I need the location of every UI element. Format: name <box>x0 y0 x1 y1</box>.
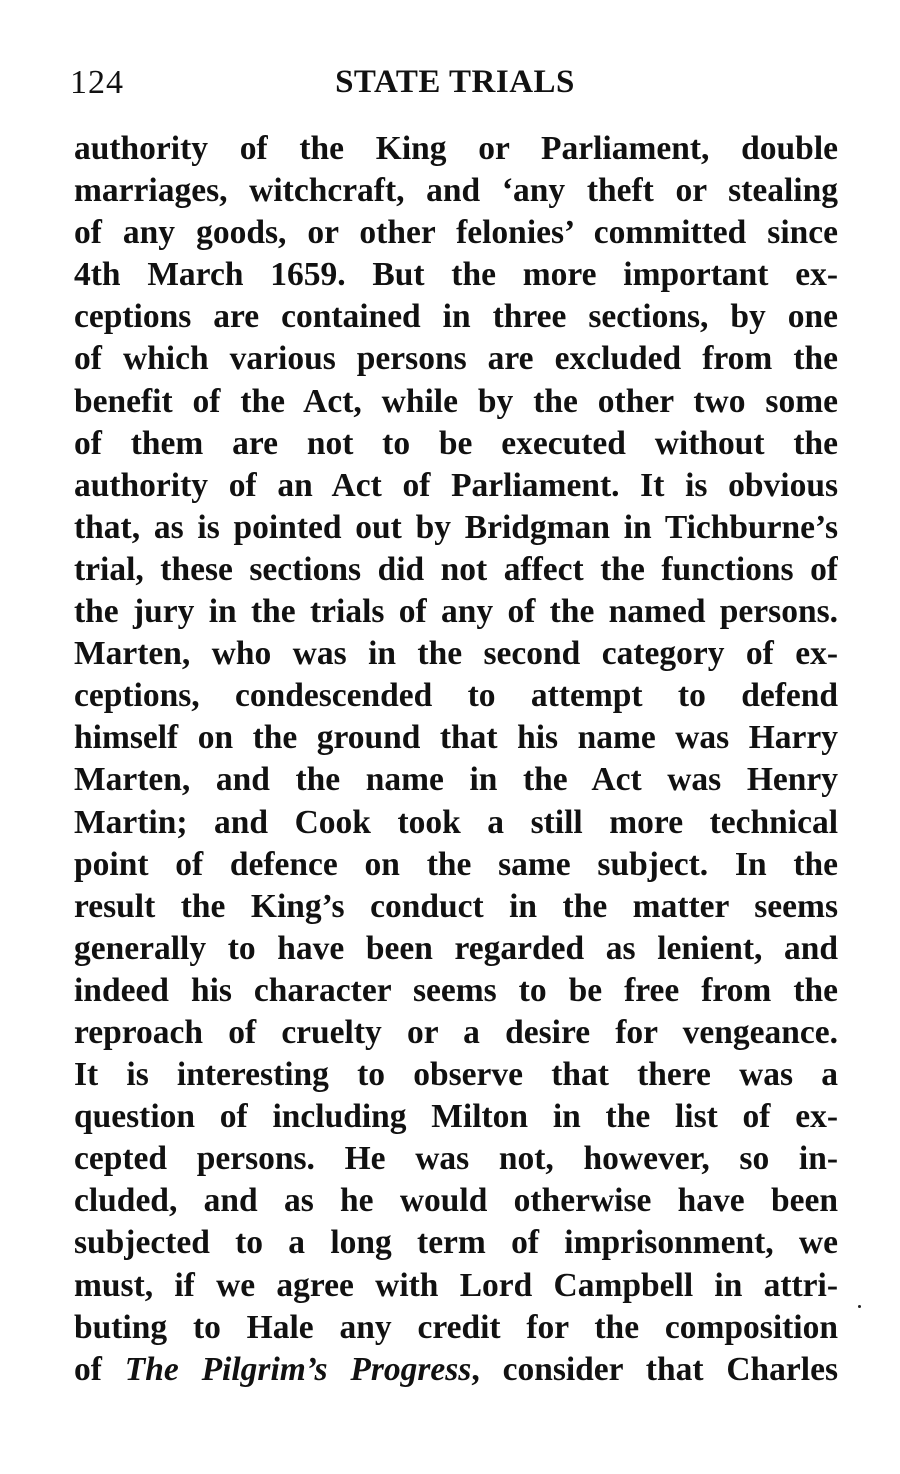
text-line: question of including Milton in the list of ex- <box>74 1098 838 1136</box>
text-line: trial, these sections did not affect the functions of <box>74 550 838 588</box>
running-title: STATE TRIALS <box>335 64 575 100</box>
text-line: buting to Hale any credit for the composition <box>74 1308 838 1346</box>
text-line: of any goods, or other felonies’ committed since <box>74 214 838 252</box>
text-line: reproach of cruelty or a desire for vengeance. <box>74 1013 838 1051</box>
text-line: the jury in the trials of any of the named persons. <box>74 593 838 631</box>
text-line: marriages, witchcraft, and ‘any theft or stealing <box>74 172 838 210</box>
page-number: 124 <box>70 64 124 101</box>
text-line: indeed his character seems to be free from the <box>74 971 838 1009</box>
text-line: Marten, who was in the second category of ex- <box>74 635 838 673</box>
text-line: Martin; and Cook took a still more technical <box>74 803 838 841</box>
body-text <box>74 128 838 1391</box>
running-head <box>70 64 840 114</box>
text-line: 4th March 1659. But the more important ex- <box>74 256 838 294</box>
last-line-prefix: of <box>74 1350 125 1388</box>
text-line: ceptions, condescended to attempt to defend <box>74 677 838 715</box>
text-line: cluded, and as he would otherwise have been <box>74 1182 838 1220</box>
text-line: of them are not to be executed without the <box>74 424 838 462</box>
text-line: must, if we agree with Lord Campbell in attri- <box>74 1266 838 1304</box>
print-speck <box>858 1305 861 1308</box>
text-line: generally to have been regarded as lenient, and <box>74 929 838 967</box>
last-line-suffix: , consider that Charles <box>471 1350 838 1388</box>
text-line: of which various persons are excluded from the <box>74 340 838 378</box>
text-line: himself on the ground that his name was Harry <box>74 719 838 757</box>
text-line: It is interesting to observe that there was a <box>74 1056 838 1094</box>
text-line-last <box>74 1349 838 1391</box>
text-line: authority of the King or Parliament, double <box>74 130 838 167</box>
text-line: authority of an Act of Parliament. It is obvious <box>74 466 838 504</box>
book-title-italic: The Pilgrim’s Progress <box>124 1350 472 1388</box>
text-line: Marten, and the name in the Act was Henry <box>74 761 838 799</box>
text-line: benefit of the Act, while by the other two some <box>74 382 838 420</box>
text-line: result the King’s conduct in the matter seems <box>74 887 838 925</box>
text-line: cepted persons. He was not, however, so in- <box>74 1140 838 1178</box>
text-line: ceptions are contained in three sections, by one <box>74 298 838 336</box>
text-line: point of defence on the same subject. In the <box>74 845 838 883</box>
text-line: subjected to a long term of imprisonment, we <box>74 1224 838 1262</box>
text-line: that, as is pointed out by Bridgman in Tichburne’s <box>74 508 838 546</box>
